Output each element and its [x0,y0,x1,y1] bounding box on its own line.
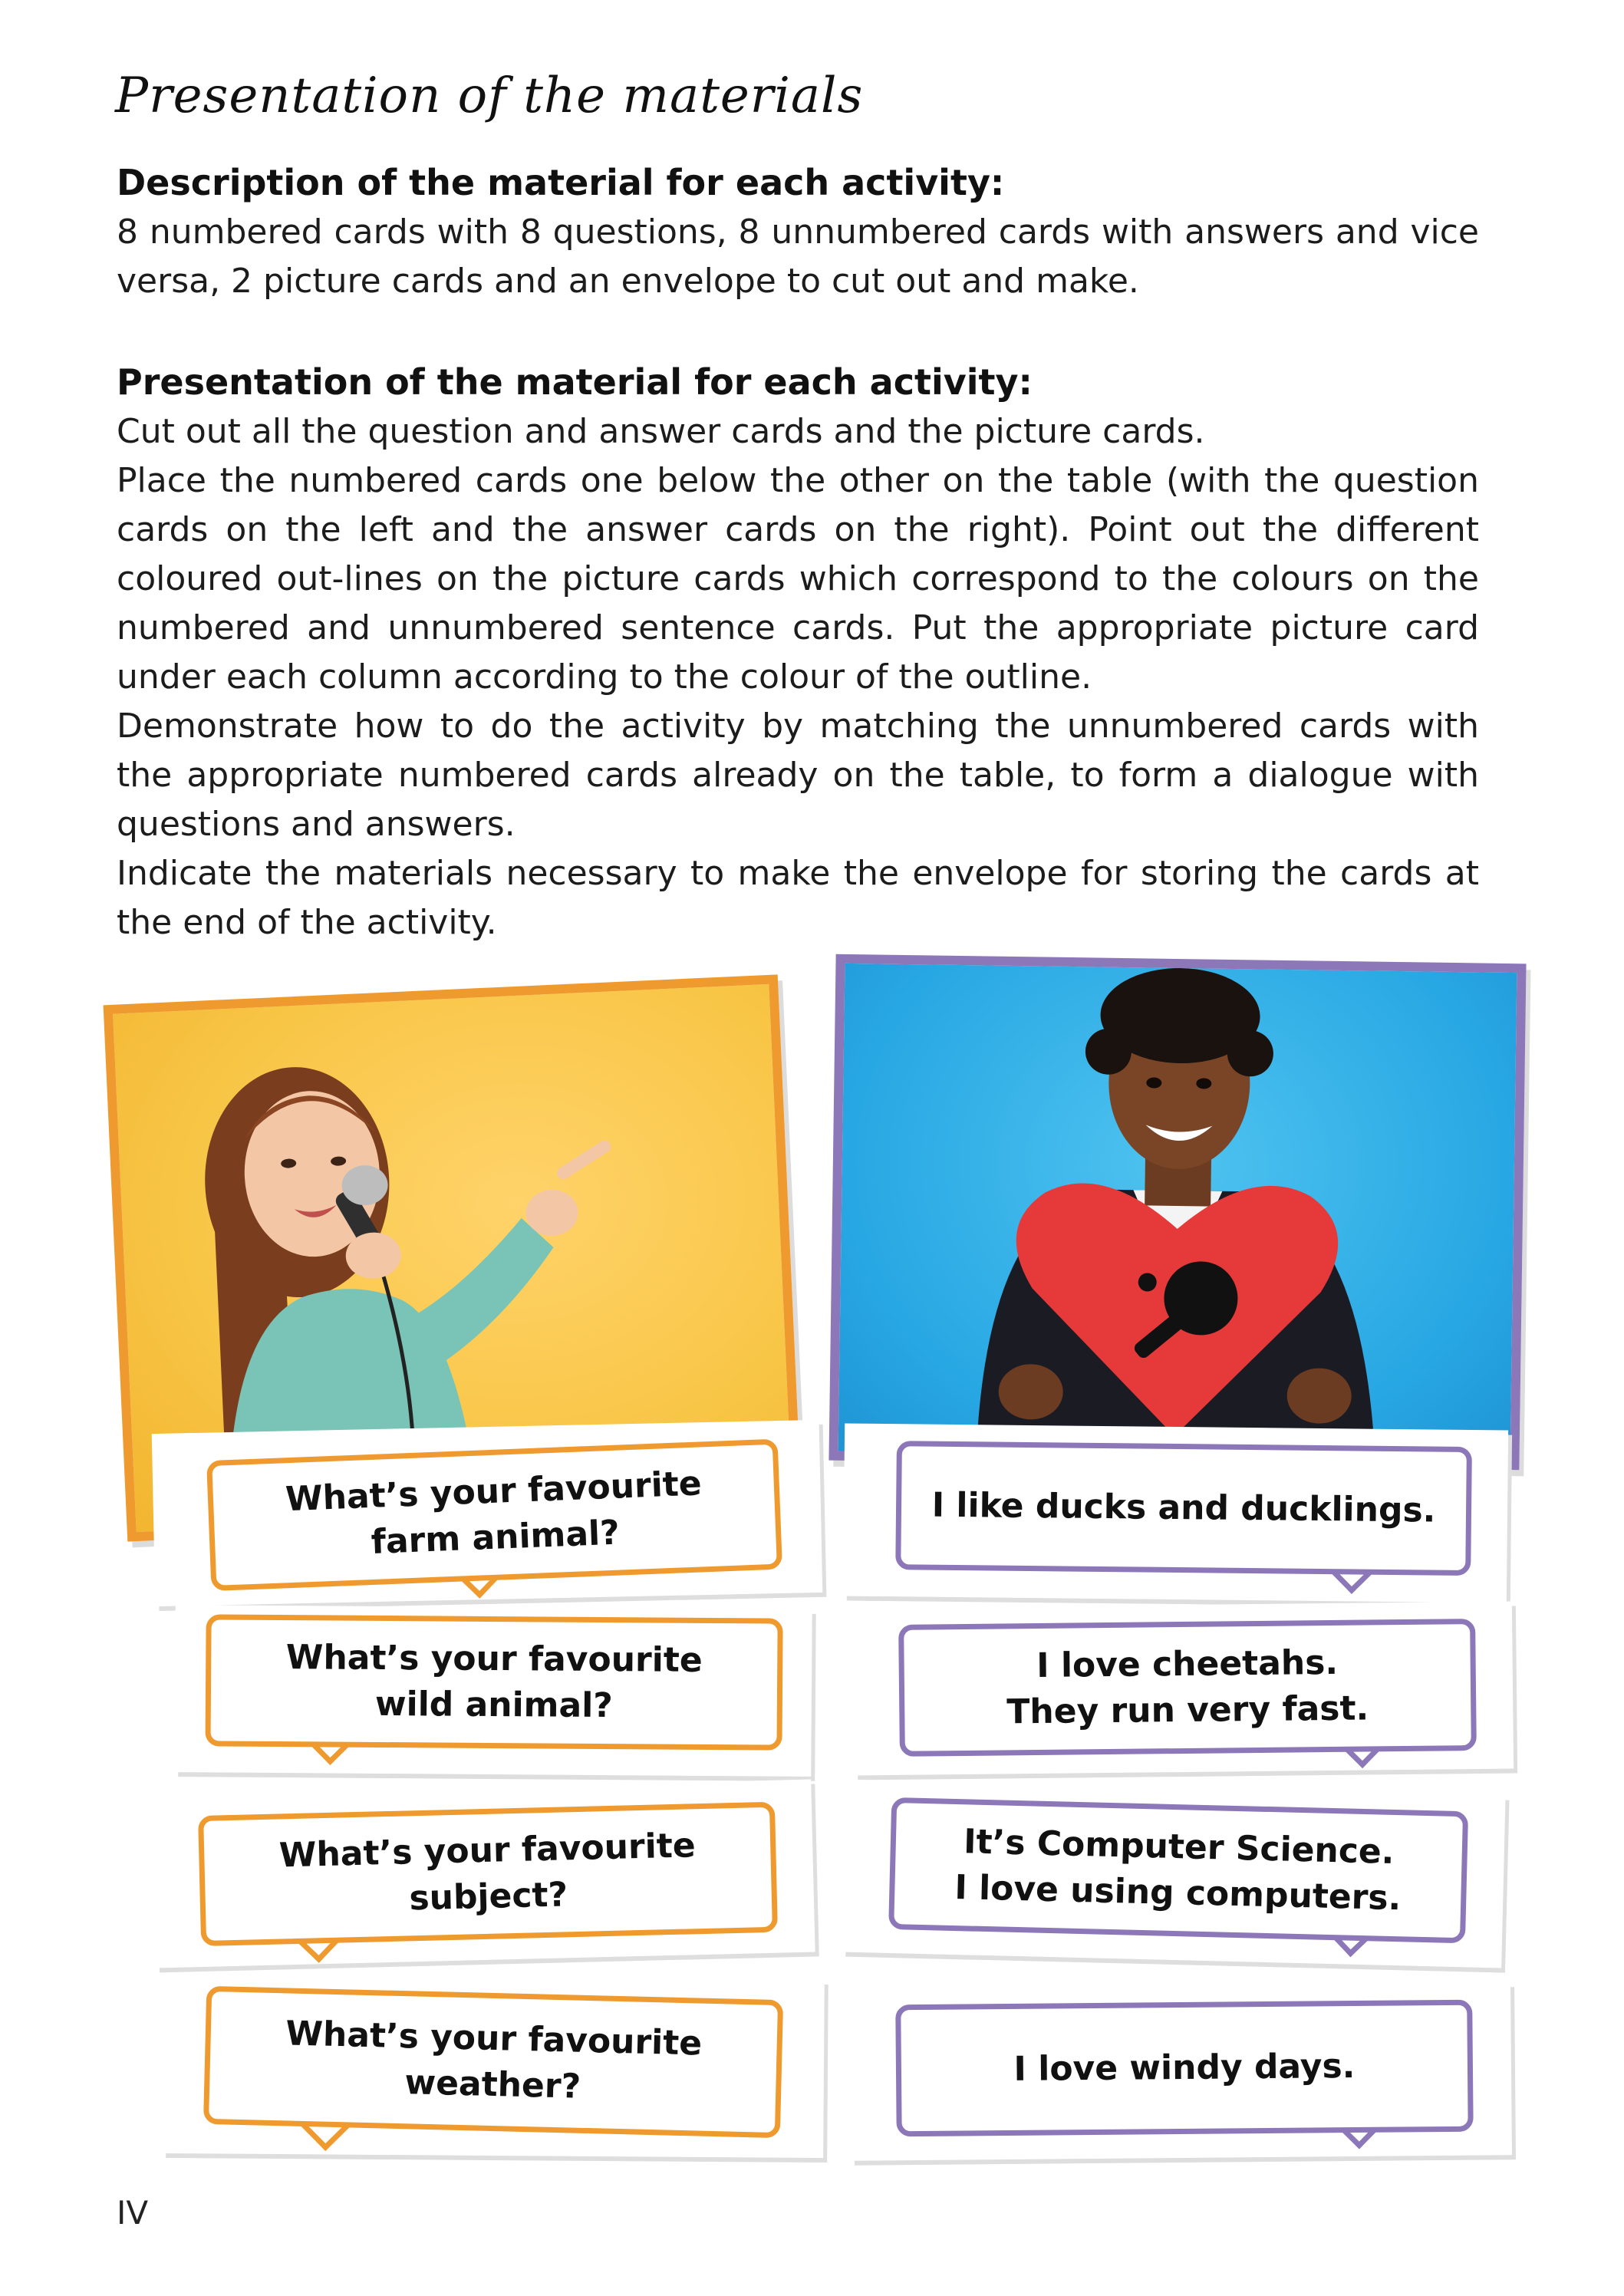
question-card[interactable] [206,1439,782,1591]
presentation-section [117,357,1479,947]
boy-with-heart-illustration [838,964,1517,1461]
page-title: Presentation of the materials [115,68,864,124]
description-section [117,157,1479,306]
answer-card-line: I love cheetahs. [1036,1642,1339,1685]
description-text: 8 numbered cards with 8 questions, 8 unnumbered cards with answers and vice versa, 2 picture cards and an envelope to cut out and make. [117,212,1479,301]
presentation-paragraph: Cut out all the question and answer cards and the picture cards. [117,412,1205,451]
answer-card[interactable] [898,1619,1477,1757]
question-card-strip [174,1605,812,1777]
question-card[interactable] [205,1614,782,1750]
question-card-strip [151,1780,815,1968]
presentation-heading: Presentation of the material for each activity: [117,361,1033,403]
answer-card-strip [843,1423,1508,1603]
answer-card-strip [852,1602,1514,1776]
presentation-paragraph: Demonstrate how to do the activity by matching the unnumbered cards with the appropriate numbered cards already on the table, to form a dialogue with questions and answers. [117,707,1479,844]
answer-card-line: I like ducks and ducklings. [931,1485,1436,1530]
page-number: IV [117,2194,149,2232]
question-card-line: What’s your favourite [285,1638,703,1680]
presentation-paragraph: Place the numbered cards one below the other on the table (with the question cards on the left and the answer cards on the right). Point out the different coloured out-lines on the picture cards which correspond to the colours on the numbered and unnumbered sentence cards. Put the appropriate picture card under each column according to the colour of the outline. [117,461,1479,697]
description-heading: Description of the material for each activity: [117,162,1005,203]
question-card-strip [162,1975,825,2158]
question-card[interactable] [198,1802,778,1946]
question-card[interactable] [203,1986,783,2138]
question-card-line: What’s your favourite [285,1464,703,1520]
picture-card-purple [828,954,1526,1471]
answer-card-strip [842,1780,1505,1968]
answer-card[interactable] [888,1797,1468,1943]
presentation-paragraph: Indicate the materials necessary to make the envelope for storing the cards at the end of the activity. [117,854,1479,942]
picture-card-image [828,954,1526,1471]
answer-card-line: They run very fast. [1006,1688,1369,1732]
question-card-line: What’s your favourite weather? [285,2014,703,2107]
answer-card-strip [849,1982,1512,2161]
answer-card-line: I love windy days. [1013,2047,1356,2089]
answer-card[interactable] [895,2000,1473,2137]
answer-card[interactable] [895,1441,1472,1576]
question-card-strip [152,1420,823,1606]
question-card-line: farm animal? [370,1513,621,1562]
question-card-line: What’s your favourite subject? [278,1826,697,1919]
question-card-line: wild animal? [374,1684,613,1726]
answer-card-line: It’s Computer Science. [963,1822,1395,1873]
answer-card-line: I love using computers. [954,1868,1402,1919]
